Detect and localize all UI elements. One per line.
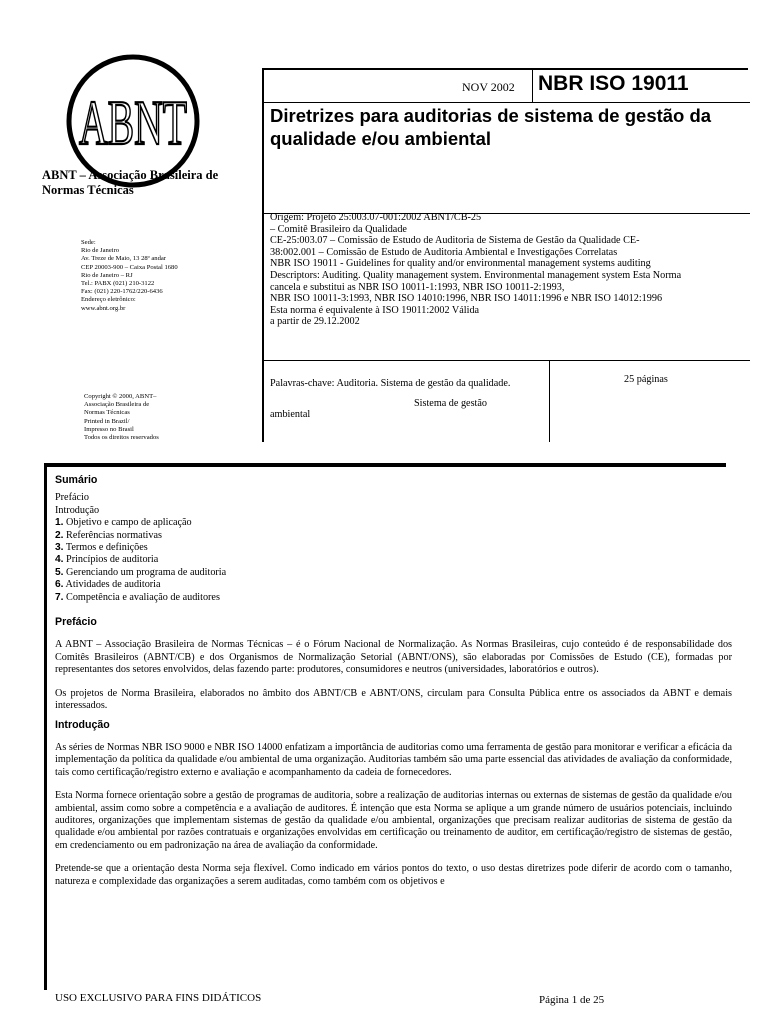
document-title: Diretrizes para auditorias de sistema de gestão da qualidade e/ou ambiental	[270, 105, 712, 149]
address-line: Rio de Janeiro – RJ	[81, 271, 133, 279]
address-line: Endereço eletrônico:	[81, 296, 136, 304]
page-count: 25 páginas	[624, 374, 668, 385]
address-line: Fax: (021) 220-1762/220-6436	[81, 288, 163, 296]
origin-line: 38:002.001 – Comissão de Estudo de Auditoria Ambiental e Investigações Correlatas	[270, 246, 618, 258]
toc-item: 3. Termos e definições	[55, 542, 148, 554]
abnt-logo-text: ABNT	[79, 87, 187, 158]
address-line: Tel.: PABX (021) 210-3122	[81, 280, 155, 288]
table-of-contents	[55, 492, 732, 604]
publication-date: NOV 2002	[462, 80, 515, 94]
origin-block	[270, 212, 742, 328]
organization-name: ABNT – Associação Brasileira de Normas Técnicas	[42, 168, 219, 197]
copyright-line: Copyright © 2000, ABNT–	[84, 393, 157, 400]
toc-item: Introdução	[55, 504, 100, 516]
footer-notice: USO EXCLUSIVO PARA FINS DIDÁTICOS	[55, 992, 262, 1004]
toc-item: 6. Atividades de auditoria	[55, 579, 161, 591]
standard-code: NBR ISO 19011	[538, 72, 689, 95]
origin-line: NBR ISO 10011-3:1993, NBR ISO 14010:1996, NBR ISO 14011:1996 e NBR ISO 14012:1996	[270, 293, 663, 305]
toc-item: 2. Referências normativas	[55, 529, 162, 541]
copyright-line: Impresso no Brasil	[84, 425, 134, 433]
address-line: CEP 20003-900 – Caixa Postal 1680	[81, 263, 178, 271]
page-number: Página 1 de 25	[539, 994, 605, 1006]
copyright-line: Todos os direitos reservados	[84, 434, 159, 442]
origin-line: cancela e substitui as NBR ISO 10011-1:1993, NBR ISO 10011-2:1993,	[270, 281, 565, 293]
keywords-continued: ambiental	[270, 409, 311, 420]
toc-item: 7. Competência e avaliação de auditores	[55, 591, 220, 603]
origin-line: NBR ISO 19011 - Guidelines for quality and/or environmental management systems auditing	[270, 258, 651, 270]
preface-paragraph: Os projetos de Norma Brasileira, elaborados no âmbito dos ABNT/CB e ABNT/ONS, circulam para Consulta Pública entre os associados da ABNT e demais interessados.	[55, 687, 732, 712]
copyright-block	[84, 393, 234, 442]
keywords: Palavras-chave: Auditoria. Sistema de gestão da qualidade.	[270, 378, 511, 389]
origin-line: Esta norma é equivalente à ISO 19011:2002 Válida	[270, 304, 480, 316]
introduction-paragraph: Esta Norma fornece orientação sobre a gestão de programas de auditoria, sobre a realização de auditorias internas ou externas de sistemas de gestão da qualidade e/ou ambiental, assim como sobre a competência e a avaliação de auditores. É intenção que esta Norma se aplique a um grande número de usuários potenciais, incluindo auditores, organizações que implementam sistemas de gestão da qualidade e/ou ambiental, organizações que precisam realizar auditorias de sistema de gestão da qualidade e/ou ambiental por razões contratuais e organizações envolvidas em certificação ou treinamento de auditor, em certificação/registro de sistemas de gestão, em credenciamento ou em padronização na área de avaliação da conformidade.	[55, 790, 732, 851]
origin-line: a partir de 29.12.2002	[270, 316, 360, 328]
address-line: Rio de Janeiro	[81, 247, 120, 255]
frame-border-top	[44, 463, 726, 467]
copyright-line: Normas Técnicas	[84, 409, 130, 417]
header-divider	[264, 102, 750, 103]
address-line: www.abnt.org.br	[81, 304, 126, 312]
toc-item: 1. Objetivo e campo de aplicação	[55, 517, 192, 529]
address-line: Sede:	[81, 239, 96, 246]
origin-line: Origem: Projeto 25:003.07-001:2002 ABNT/CB-25	[270, 212, 482, 223]
summary-heading: Sumário	[55, 474, 98, 486]
frame-border-left	[44, 463, 47, 990]
toc-item: 5. Gerenciando um programa de auditoria	[55, 566, 227, 578]
address-block	[81, 239, 231, 313]
origin-line: Descriptors: Auditing. Quality management system. Environmental management system Esta Norma	[270, 269, 682, 281]
introduction-heading: Introdução	[55, 718, 110, 731]
address-line: Av. Treze de Maio, 13 28º andar	[81, 255, 166, 263]
introduction-paragraph: As séries de Normas NBR ISO 9000 e NBR ISO 14000 enfatizam a importância de auditorias como uma ferramenta de gestão para monitorar e verificar a eficácia da implementação da política da qualidade e/ou ambiental de uma organização. Auditorias também são uma parte essencial das atividades de avaliação da conformidade, tais como certificação/registro externo e avaliação e acompanhamento da cadeia de fornecedores.	[55, 741, 732, 778]
keywords-continued: Sistema de gestão	[414, 398, 487, 409]
introduction-paragraph: Pretende-se que a orientação desta Norma seja flexível. Como indicado em vários pontos do texto, o uso destas diretrizes pode diferir de acordo com o tamanho, natureza e complexidade das organizações a serem auditadas, como também com os objetivos e	[55, 863, 732, 887]
header-divider	[532, 70, 533, 102]
copyright-line: Printed in Brazil/	[84, 417, 130, 425]
origin-line: CE-25:003.07 – Comissão de Estudo de Auditoria de Sistema de Gestão da Qualidade CE-	[270, 235, 640, 247]
origin-line: – Comitê Brasileiro da Qualidade	[270, 223, 407, 235]
preface-heading: Prefácio	[55, 616, 97, 629]
copyright-line: Associação Brasileira de	[84, 401, 150, 409]
toc-item: Prefácio	[55, 492, 89, 504]
header-divider	[264, 360, 750, 361]
toc-item: 4. Princípios de auditoria	[55, 554, 159, 566]
document-body	[55, 474, 732, 899]
header-divider	[549, 360, 550, 442]
preface-paragraph: A ABNT – Associação Brasileira de Normas Técnicas – é o Fórum Nacional de Normalização. As Normas Brasileiras, cujo conteúdo é de responsabilidade dos Comitês Brasileiros (ABNT/CB) e dos Organismos de Normalização Setorial (ABNT/ONS), são elaboradas por Comissões de Estudo (CE), formadas por representantes dos setores envolvidos, delas fazendo parte: produtores, consumidores e neutros (universidades, laboratórios e outros).	[55, 639, 732, 676]
